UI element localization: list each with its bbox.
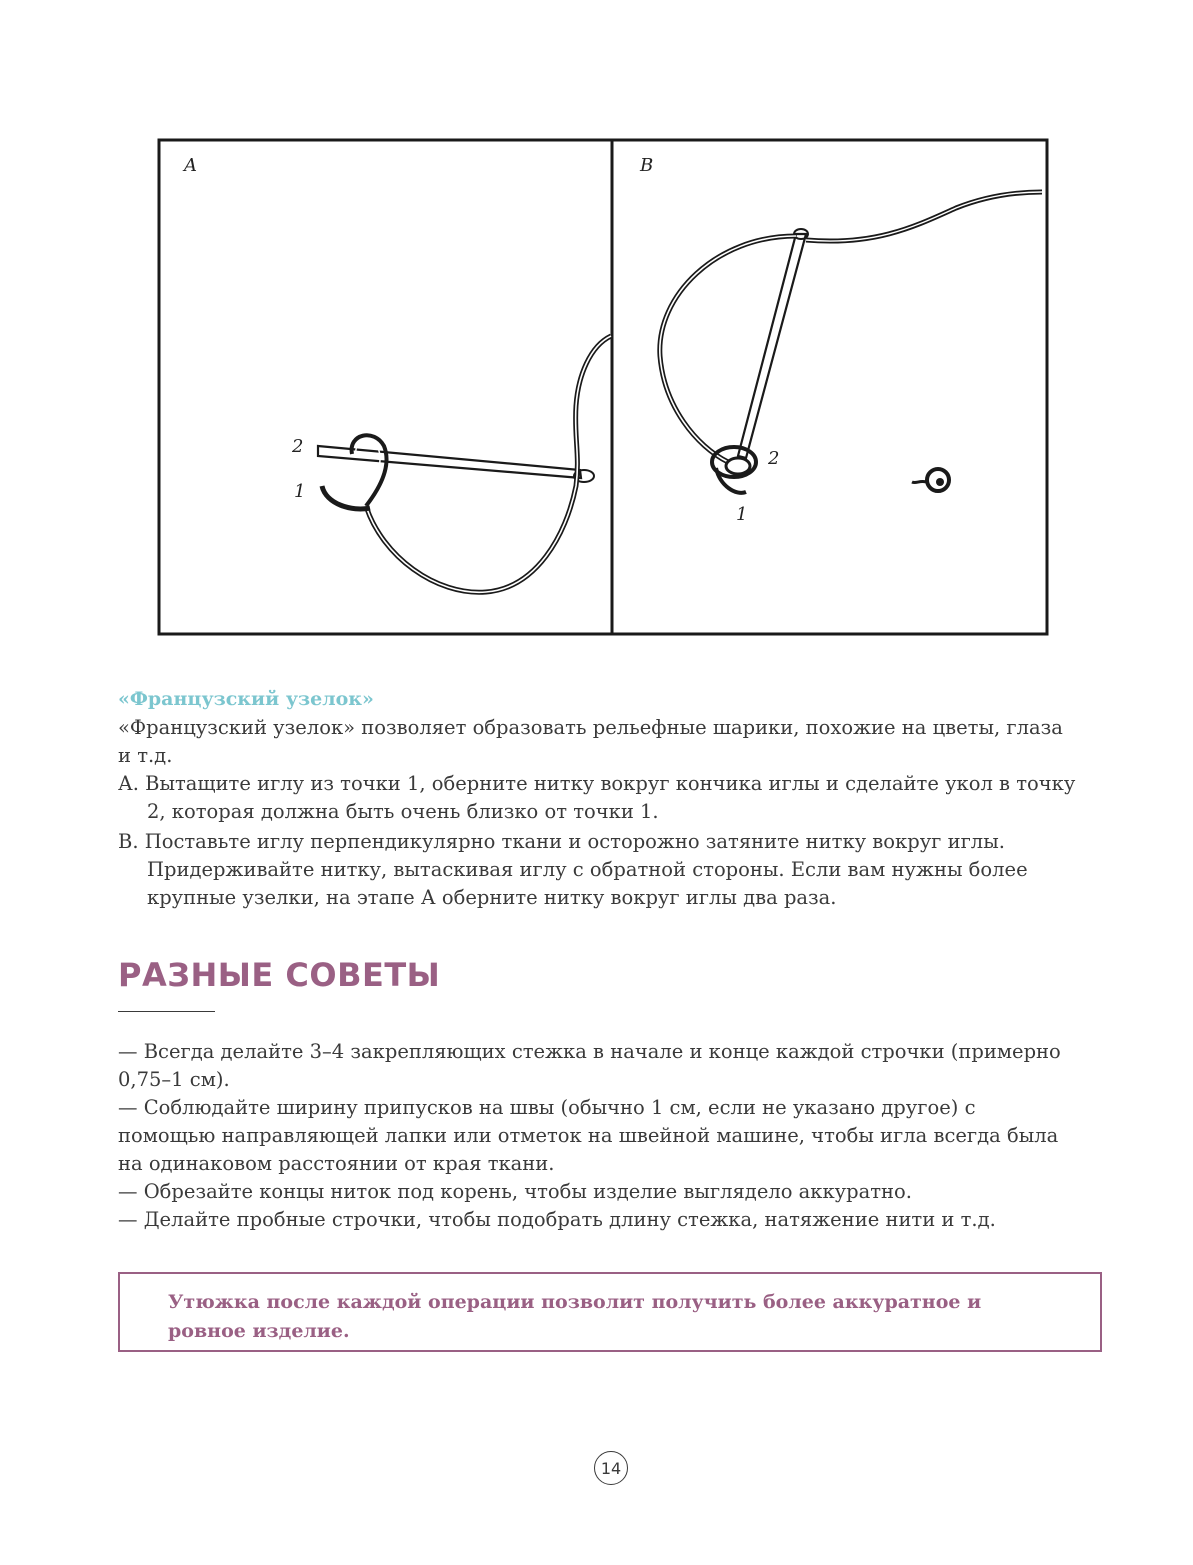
tips-list (118, 1038, 1078, 1234)
step-a: А. Вытащите иглу из точки 1, оберните нитку вокруг кончика иглы и сделайте укол в точку 2, которая должна быть очень близко от точки 1. (118, 772, 1076, 823)
intro-paragraph: «Французский узелок» позволяет образовать рельефные шарики, похожие на цветы, глаза и т.д. (118, 716, 1063, 767)
tips-heading: РАЗНЫЕ СОВЕТЫ (118, 956, 441, 994)
illustration-frame (159, 140, 1047, 634)
step-b: В. Поставьте иглу перпендикулярно ткани и осторожно затяните нитку вокруг иглы. Придерживайте нитку, вытаскивая иглу с обратной стороны. Если вам нужны более крупные узелки, на этапе А оберните нитку вокруг иглы два раза. (118, 830, 1028, 909)
list-item: — Всегда делайте 3–4 закрепляющих стежка в начале и конце каждой строчки (примерно 0,75–1 см). (118, 1040, 1061, 1091)
heading-underline (118, 1011, 215, 1012)
tip-callout-text: Утюжка после каждой операции позволит получить более аккуратное и ровное изделие. (168, 1291, 982, 1342)
list-item: — Соблюдайте ширину припусков на швы (обычно 1 см, если не указано другое) с помощью направляющей лапки или отметок на швейной машине, чтобы игла всегда была на одинаковом расстоянии от края ткани. (118, 1096, 1059, 1175)
section-title: «Французский узелок» (118, 688, 374, 710)
list-item: — Делайте пробные строчки, чтобы подобрать длину стежка, натяжение нити и т.д. (118, 1208, 996, 1231)
panel-b-drawing (639, 155, 1042, 525)
point-label-1-b: 1 (736, 504, 748, 525)
french-knot-illustration (156, 136, 1052, 640)
page-number: 14 (594, 1451, 628, 1485)
point-label-2: 2 (292, 436, 304, 457)
tip-callout-box (118, 1272, 1102, 1352)
list-item: — Обрезайте концы ниток под корень, чтобы изделие выглядело аккуратно. (118, 1180, 912, 1203)
point-label-2-b: 2 (768, 448, 780, 469)
point-label-1: 1 (294, 481, 306, 502)
panel-b-label: B (640, 155, 654, 176)
instructions (118, 714, 1078, 912)
panel-a-label: A (184, 155, 197, 176)
panel-a-drawing (182, 155, 611, 592)
